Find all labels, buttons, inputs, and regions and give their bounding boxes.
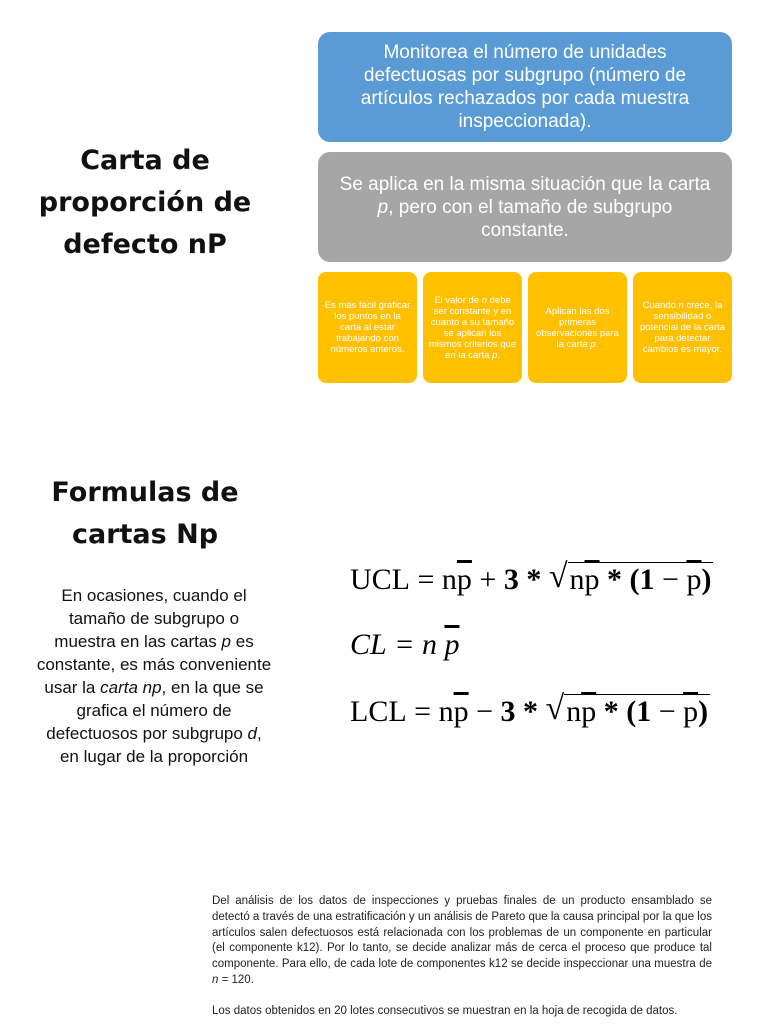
example-paragraph-2: Los datos obtenidos en 20 lotes consecutivos se muestran en la hoja de recogida de datos. [212,1004,678,1017]
example-paragraph-1: Del análisis de los datos de inspecciones y pruebas finales de un producto ensamblado se detectó a través de una estratificación y un análisis de Pareto que la causa principal por la que los artículos salen defectuosos está relacionada con los problemas de un componente en particular (el componente k12). Por lo tanto, se decide analizar más de cerca el proceso que produce tal componente. Para ello, de cada lote de componentes k12 se decide inspeccionar una muestra de n = 120. [212,895,712,986]
title-carta-np: Carta de proporción de defecto nP [38,145,252,260]
note-box-4: Cuando n crece, la sensibilidad o potencial de la carta para detectar cambios es mayor. [633,272,732,383]
ucl-formula: UCL = n $\overline{p}$ + 3 * √ $n\overline{p} * (1 - \overline{p})$ [350,558,712,596]
note-box-3: Aplican las dos primeras observaciones para la carta p. [528,272,627,383]
blue-box-text: Monitorea el número de unidades defectuosas por subgrupo (número de artículos rechazados por cada muestra inspeccionada). [360,42,690,132]
title-formulas: Formulas de cartas Np [51,477,239,550]
grey-description-box [318,152,732,262]
grey-box-text: Se aplica en la misma situación que la carta p, pero con el tamaño de subgrupo constante. [339,173,711,241]
lcl-formula: LCL = n $\overline{p}$ − 3 * √ $n\overline{p} * (1 - \overline{p})$ [350,690,709,728]
cl-formula: CL = n $\overline{p}$ [350,628,460,661]
np-chart-paragraph: En ocasiones, cuando el tamaño de subgrupo o muestra en las cartas p es constante, es más conveniente usar la carta np, en la que se grafica el número de defectuosos por subgrupo d, en lugar de la proporción [36,586,272,766]
blue-description-box [318,32,732,142]
example-body-text [212,894,712,1035]
note-box-1: Es más fácil graficar los puntos en la carta al estar trabajando con números enteros. [318,272,417,383]
note-box-2: El valor de n debe ser constante y en cuanto a su tamaño se aplican los mismos criterios que en la carta p. [423,272,522,383]
